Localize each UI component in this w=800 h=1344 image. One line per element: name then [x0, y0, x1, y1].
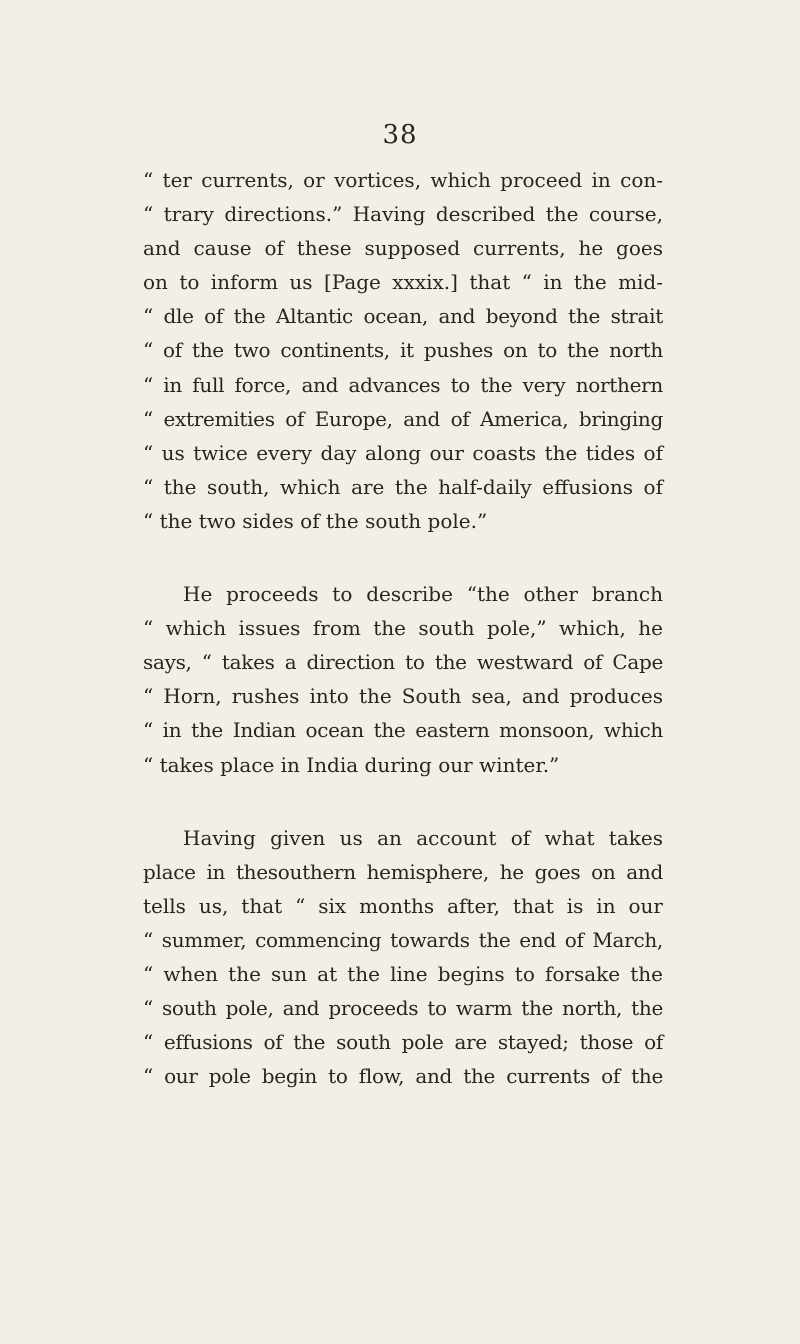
- text-line: place in thesouthern hemisphere, he goes on and: [143, 859, 663, 884]
- text-line: “ of the two continents, it pushes on to the north: [143, 338, 663, 363]
- text-line: “ the south, which are the half-daily effusions of: [143, 474, 663, 499]
- paragraph-3: [143, 821, 663, 1094]
- text-line: tells us, that “ six months after, that is in our: [143, 893, 663, 918]
- text-line: “ effusions of the south pole are stayed; those of: [143, 1030, 663, 1055]
- text-line: “ our pole begin to flow, and the currents of the: [143, 1064, 663, 1089]
- text-line: “ which issues from the south pole,” which, he: [143, 616, 663, 641]
- paragraph-2: [143, 577, 663, 782]
- text-line: “ takes place in India during our winter.”: [143, 752, 560, 777]
- text-line: “ in full force, and advances to the very northern: [143, 372, 663, 397]
- text-line: says, “ takes a direction to the westward of Cape: [143, 650, 663, 675]
- body-text: [143, 163, 663, 1093]
- page-number: 38: [382, 120, 418, 150]
- text-line: “ us twice every day along our coasts the tides of: [143, 440, 663, 465]
- text-line: “ south pole, and proceeds to warm the north, the: [143, 996, 663, 1021]
- text-line: “ Horn, rushes into the South sea, and produces: [143, 684, 663, 709]
- text-line: “ when the sun at the line begins to forsake the: [143, 961, 663, 986]
- text-line: “ summer, commencing towards the end of March,: [143, 927, 663, 952]
- text-line: He proceeds to describe “the other branch: [183, 582, 663, 607]
- text-line: on to inform us [Page xxxix.] that “ in the mid-: [143, 270, 663, 295]
- text-line: “ the two sides of the south pole.”: [143, 508, 488, 533]
- text-line: “ trary directions.” Having described the course,: [143, 202, 663, 227]
- paragraph-1: [143, 163, 663, 538]
- text-line: “ ter currents, or vortices, which proceed in con-: [143, 168, 663, 192]
- text-line: Having given us an account of what takes: [183, 825, 663, 850]
- text-line: “ dle of the Altantic ocean, and beyond the strait: [143, 304, 663, 329]
- text-line: “ extremities of Europe, and of America, bringing: [143, 406, 663, 431]
- text-line: “ in the Indian ocean the eastern monsoon, which: [143, 718, 663, 743]
- text-line: and cause of these supposed currents, he goes: [143, 236, 663, 261]
